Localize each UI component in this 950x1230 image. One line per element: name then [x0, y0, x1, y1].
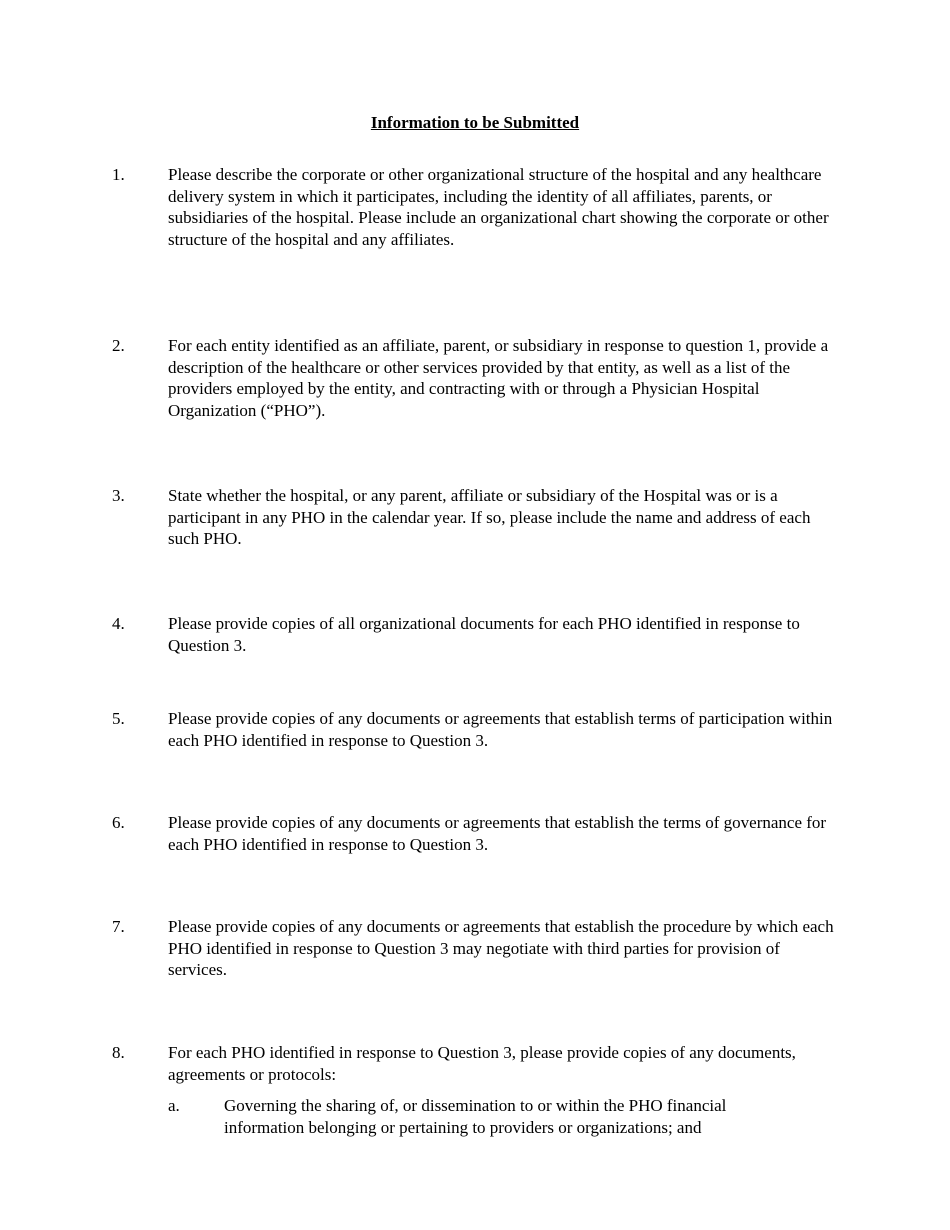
- question-text: State whether the hospital, or any parent, affiliate or subsidiary of the Hospital was or is a participant in any PHO in the calendar year. If so, please include the name and address of each such PHO.: [168, 486, 811, 548]
- page-title: Information to be Submitted: [370, 113, 580, 132]
- question-item-1: [112, 164, 842, 250]
- question-item-4: [112, 613, 842, 656]
- question-item-6: [112, 812, 842, 855]
- question-text: Please describe the corporate or other organizational structure of the hospital and any healthcare delivery system in which it participates, including the identity of all affiliates, parents, or subsidiaries of the hospital. Please include an organizational chart showing the corporate or other structure of the hospital and any affiliates.: [168, 165, 829, 249]
- question-text: Please provide copies of any documents or agreements that establish terms of participation within each PHO identified in response to Question 3.: [168, 709, 833, 750]
- question-item-2: [112, 335, 842, 421]
- question-text: For each entity identified as an affiliate, parent, or subsidiary in response to question 1, provide a description of the healthcare or other services provided by that entity, as well as a list of the providers employed by the entity, and contracting with or through a Physician Hospital Organization (“PHO”).: [168, 336, 829, 420]
- question-item-7: [112, 916, 842, 981]
- question-item-3: [112, 485, 842, 550]
- question-text: Please provide copies of all organizational documents for each PHO identified in response to Question 3.: [168, 614, 800, 655]
- question-number: 1.: [112, 165, 125, 184]
- question-text: For each PHO identified in response to Question 3, please provide copies of any documents, agreements or protocols:: [168, 1043, 796, 1084]
- question-number: 7.: [112, 917, 125, 936]
- question-number: 5.: [112, 709, 125, 728]
- question-number: 4.: [112, 614, 125, 633]
- question-number: 8.: [112, 1043, 125, 1062]
- question-number: 6.: [112, 813, 125, 832]
- question-number: 2.: [112, 336, 125, 355]
- question-subitem-a: [168, 1095, 788, 1138]
- question-text: Please provide copies of any documents or agreements that establish the procedure by which each PHO identified in response to Question 3 may negotiate with third parties for provision of services.: [168, 917, 834, 979]
- question-number: 3.: [112, 486, 125, 505]
- subitem-letter: a.: [168, 1096, 180, 1115]
- question-text: Please provide copies of any documents or agreements that establish the terms of governance for each PHO identified in response to Question 3.: [168, 813, 827, 854]
- subitem-text: Governing the sharing of, or dissemination to or within the PHO financial information belonging or pertaining to providers or organizations; and: [224, 1096, 727, 1137]
- question-item-5: [112, 708, 842, 751]
- question-item-8: [112, 1042, 842, 1085]
